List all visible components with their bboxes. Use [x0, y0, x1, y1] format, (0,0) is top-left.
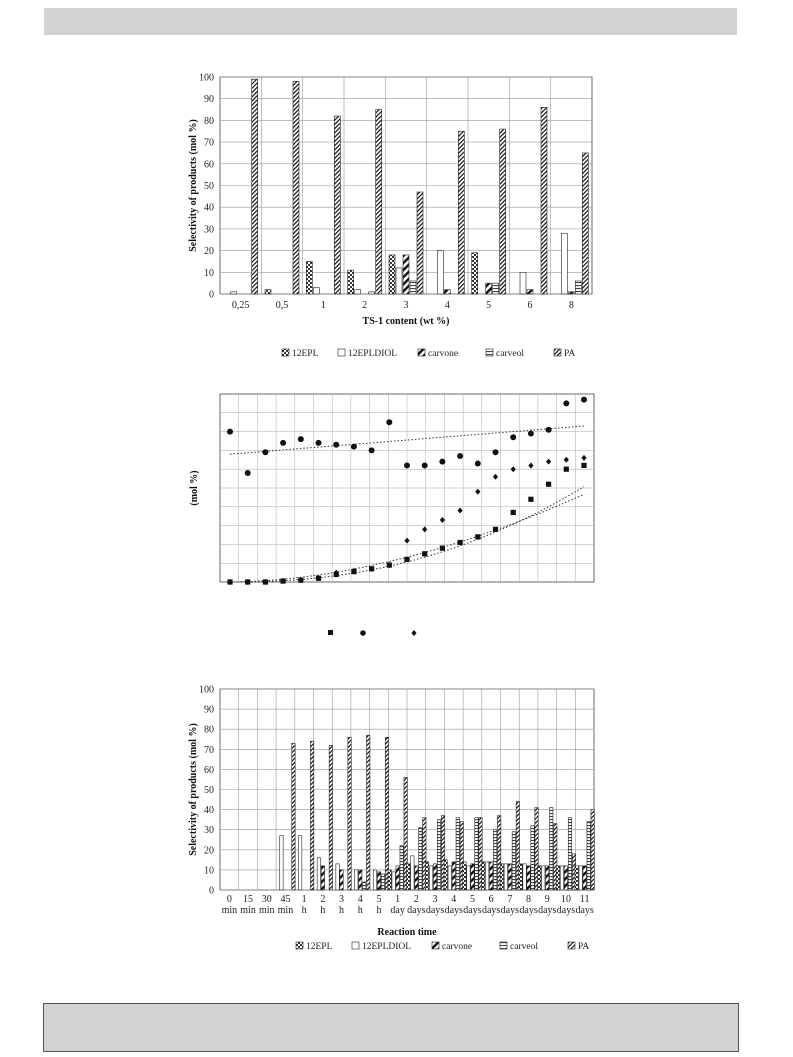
- bar-pa: [458, 131, 464, 294]
- legend-label: carvone: [428, 349, 459, 359]
- point-square: [546, 482, 551, 487]
- x-tick-unit: h: [301, 905, 307, 916]
- chart-ts1-content: [188, 73, 592, 360]
- x-tick-unit: days: [407, 905, 426, 916]
- legend-square: [328, 630, 333, 635]
- x-tick-label: 1: [301, 894, 307, 905]
- x-tick-label: 6: [488, 894, 494, 905]
- x-tick-unit: days: [556, 905, 576, 916]
- legend-label: PA: [564, 349, 576, 359]
- y-tick-label: 20: [204, 246, 214, 258]
- bar-pa: [541, 107, 547, 294]
- bar-pa: [417, 192, 423, 294]
- bar-pa: [293, 81, 299, 294]
- y-tick-label: 70: [204, 744, 214, 756]
- y-tick-label: 80: [204, 115, 214, 127]
- y-axis-title: Selectivity of products (mol %): [188, 723, 199, 856]
- y-tick-label: 10: [204, 267, 214, 279]
- bar-pa: [292, 743, 295, 890]
- legend-label: carveol: [496, 349, 524, 359]
- bar-pa: [591, 810, 594, 890]
- bar-12epldiol: [561, 233, 567, 294]
- bar-12epldiol: [355, 870, 358, 890]
- legend-circle: [360, 630, 366, 636]
- x-tick-label: 0: [226, 894, 232, 905]
- bar-carvone: [471, 864, 474, 890]
- x-tick-label: 2: [413, 894, 419, 905]
- point-circle: [422, 462, 428, 468]
- bar-12epldiol: [467, 866, 470, 890]
- bar-carveol: [575, 281, 581, 294]
- bar-carvone: [377, 872, 380, 890]
- bar-carveol: [493, 283, 499, 294]
- bar-12epldiol: [504, 864, 507, 890]
- bottom-banner: [43, 1003, 739, 1052]
- bar-carveol: [456, 818, 459, 890]
- point-circle: [457, 453, 463, 459]
- bar-12epldiol: [317, 858, 320, 890]
- legend-swatch: [282, 349, 289, 356]
- x-tick-label: 4: [451, 894, 457, 905]
- point-square: [528, 497, 533, 502]
- x-tick-unit: h: [376, 905, 382, 916]
- bar-carveol: [400, 846, 403, 890]
- bar-12epl: [306, 261, 312, 294]
- x-tick-unit: days: [444, 905, 463, 916]
- x-tick-label: 8: [568, 300, 574, 311]
- bar-12epl: [500, 864, 503, 890]
- x-tick-unit: days: [575, 905, 594, 916]
- x-tick-unit: min: [277, 905, 294, 916]
- bar-12epldiol: [437, 251, 443, 294]
- x-tick-label: 5: [376, 894, 382, 905]
- point-square: [458, 540, 463, 545]
- bar-pa: [329, 745, 332, 890]
- x-tick-label: 7: [507, 894, 513, 905]
- legend-swatch: [500, 942, 507, 949]
- bar-12epl: [472, 253, 478, 294]
- y-tick-label: 30: [204, 224, 214, 236]
- legend-swatch: [486, 349, 493, 356]
- x-tick-label: 45: [280, 894, 291, 905]
- y-tick-label: 60: [204, 159, 214, 171]
- bar-12epldiol: [298, 836, 301, 890]
- point-square: [404, 557, 409, 562]
- bar-carvone: [444, 290, 450, 294]
- bar-12epl: [407, 864, 410, 890]
- bar-pa: [310, 741, 313, 890]
- bar-pa: [376, 110, 382, 294]
- bar-12epl: [575, 866, 578, 890]
- y-axis-title: Selectivity of products (mol %): [188, 119, 199, 252]
- x-tick-label: 3: [432, 894, 438, 905]
- x-tick-unit: days: [463, 905, 482, 916]
- bar-carvone: [452, 862, 455, 890]
- y-tick-label: 100: [199, 72, 214, 84]
- bar-carveol: [512, 832, 515, 890]
- bar-12epl: [481, 862, 484, 890]
- point-circle: [563, 400, 569, 406]
- x-tick-unit: days: [538, 905, 557, 916]
- legend-label: carveol: [510, 942, 538, 952]
- x-axis-title: TS-1 content (wt %): [362, 316, 450, 327]
- bar-carveol: [550, 808, 553, 890]
- bar-carvone: [433, 864, 436, 890]
- point-square: [564, 467, 569, 472]
- x-tick-label: 3: [339, 894, 345, 905]
- x-tick-label: 5: [486, 300, 492, 311]
- x-tick-unit: day: [390, 905, 405, 916]
- point-square: [581, 463, 586, 468]
- x-tick-label: 1: [320, 300, 326, 311]
- bar-carvone: [486, 283, 492, 294]
- legend-label: PA: [578, 942, 590, 952]
- point-circle: [546, 427, 552, 433]
- bar-12epldiol: [520, 272, 526, 294]
- x-tick-label: 2: [362, 300, 368, 311]
- point-circle: [386, 419, 392, 425]
- legend-label: 12EPL: [292, 349, 319, 359]
- legend-swatch: [432, 942, 439, 949]
- x-tick-label: 11: [579, 894, 590, 905]
- point-circle: [369, 447, 375, 453]
- bar-pa: [367, 735, 370, 890]
- bar-12epl: [538, 866, 541, 890]
- x-tick-unit: min: [240, 905, 256, 916]
- point-circle: [528, 430, 534, 436]
- x-tick-label: 1: [395, 894, 401, 905]
- bar-carveol: [363, 882, 366, 890]
- legend-diamond: [411, 630, 416, 636]
- bar-12epldiol: [280, 836, 283, 890]
- bar-12epl: [348, 270, 354, 294]
- bar-12epldiol: [542, 866, 545, 890]
- bar-pa: [385, 737, 388, 890]
- point-circle: [475, 461, 481, 467]
- point-circle: [493, 449, 499, 455]
- bar-carveol: [493, 830, 496, 890]
- x-tick-unit: days: [519, 905, 538, 916]
- bar-carveol: [531, 826, 534, 890]
- bar-12epl: [519, 864, 522, 890]
- bar-pa: [252, 79, 258, 294]
- x-tick-label: 30: [261, 894, 272, 905]
- y-tick-label: 60: [204, 764, 214, 776]
- y-tick-label: 80: [204, 724, 214, 736]
- bar-pa: [348, 737, 351, 890]
- bar-12epl: [444, 860, 447, 890]
- bar-carvone: [508, 864, 511, 890]
- y-tick-label: 50: [204, 181, 214, 192]
- point-circle: [439, 459, 445, 465]
- bar-12epl: [425, 862, 428, 890]
- x-tick-label: 4: [357, 894, 363, 905]
- point-square: [440, 546, 445, 551]
- y-tick-label: 70: [204, 137, 214, 149]
- bar-carveol: [587, 822, 590, 890]
- x-tick-unit: h: [339, 905, 345, 916]
- bar-carveol: [437, 820, 440, 890]
- legend-swatch: [338, 349, 345, 356]
- y-tick-label: 40: [204, 805, 214, 817]
- bar-12epldiol: [523, 864, 526, 890]
- point-circle: [581, 397, 587, 403]
- bar-carvone: [568, 292, 574, 294]
- point-circle: [351, 444, 357, 450]
- bar-12epldiol: [313, 287, 319, 294]
- bar-12epl: [265, 290, 271, 294]
- x-tick-label: 0,25: [231, 300, 250, 311]
- point-circle: [510, 434, 516, 440]
- point-square: [475, 534, 480, 539]
- bar-12epldiol: [355, 290, 361, 294]
- bar-carvone: [489, 862, 492, 890]
- bar-carveol: [381, 874, 384, 890]
- point-circle: [298, 436, 304, 442]
- x-tick-label: 8: [526, 894, 532, 905]
- x-tick-unit: min: [258, 905, 275, 916]
- bar-12epl: [388, 870, 391, 890]
- bar-12epldiol: [411, 856, 414, 890]
- bar-carvone: [321, 866, 324, 890]
- legend-swatch: [554, 349, 561, 356]
- x-tick-unit: days: [481, 905, 501, 916]
- x-tick-unit: h: [357, 905, 363, 916]
- bar-carvone: [564, 866, 567, 890]
- point-circle: [262, 449, 268, 455]
- point-square: [422, 551, 427, 556]
- bar-carvone: [396, 866, 399, 890]
- bar-pa: [334, 116, 340, 294]
- x-tick-label: 9: [544, 894, 550, 905]
- y-tick-label: 10: [204, 865, 214, 877]
- x-tick-unit: min: [221, 905, 238, 916]
- bar-12epldiol: [392, 872, 395, 890]
- bar-12epldiol: [579, 866, 582, 890]
- y-tick-label: 90: [204, 704, 214, 716]
- bar-12epl: [556, 866, 559, 890]
- x-axis-title: Reaction time: [377, 927, 437, 938]
- y-tick-label: 100: [199, 684, 214, 696]
- y-tick-label: 40: [204, 202, 214, 214]
- chart-scatter-trend: [189, 394, 594, 636]
- y-axis-title: (mol %): [189, 470, 200, 506]
- x-tick-unit: h: [320, 905, 326, 916]
- bar-12epldiol: [560, 866, 563, 890]
- bar-12epl: [463, 862, 466, 890]
- y-tick-label: 0: [209, 885, 214, 897]
- bar-12epldiol: [448, 866, 451, 890]
- y-tick-label: 50: [204, 785, 214, 796]
- x-tick-unit: days: [425, 905, 445, 916]
- bar-carveol: [419, 828, 422, 890]
- point-circle: [404, 462, 410, 468]
- bar-12epl: [389, 255, 395, 294]
- bar-carvone: [415, 866, 418, 890]
- legend-label: 12EPLDIOL: [348, 349, 398, 359]
- bar-carveol: [369, 292, 375, 294]
- bar-12epldiol: [485, 862, 488, 890]
- bar-carvone: [359, 870, 362, 890]
- x-tick-label: 6: [527, 300, 533, 311]
- chart-reaction-time: [188, 685, 594, 953]
- x-tick-label: 3: [403, 300, 409, 311]
- bar-carvone: [340, 870, 343, 890]
- bar-12epldiol: [336, 864, 339, 890]
- x-tick-unit: days: [500, 905, 520, 916]
- x-tick-label: 2: [320, 894, 326, 905]
- point-square: [493, 527, 498, 532]
- point-square: [511, 510, 516, 515]
- x-tick-label: 15: [243, 894, 254, 905]
- bar-carvone: [527, 866, 530, 890]
- x-tick-label: 10: [560, 894, 571, 905]
- x-tick-label: 0,5: [275, 300, 289, 311]
- x-tick-label: 4: [444, 300, 450, 311]
- bar-12epldiol: [429, 866, 432, 890]
- bar-12epldiol: [231, 292, 237, 294]
- bar-12epldiol: [396, 268, 402, 294]
- x-tick-label: 5: [469, 894, 475, 905]
- point-circle: [245, 470, 251, 476]
- legend-swatch: [296, 942, 303, 949]
- y-tick-label: 90: [204, 94, 214, 106]
- point-circle: [333, 442, 339, 448]
- point-circle: [227, 429, 233, 435]
- bar-pa: [500, 129, 506, 294]
- bar-carveol: [475, 818, 478, 890]
- bar-pa: [582, 153, 588, 294]
- y-tick-label: 20: [204, 845, 214, 857]
- legend-swatch: [418, 349, 425, 356]
- legend-label: carvone: [442, 942, 473, 952]
- bar-carvone: [546, 866, 549, 890]
- legend-swatch: [352, 942, 359, 949]
- bar-carvone: [527, 290, 533, 294]
- bar-12epldiol: [373, 870, 376, 890]
- legend-label: 12EPL: [306, 942, 333, 952]
- legend-swatch: [568, 942, 575, 949]
- bar-carvone: [583, 866, 586, 890]
- point-circle: [280, 440, 286, 446]
- legend-label: 12EPLDIOL: [362, 942, 412, 952]
- y-tick-label: 0: [209, 289, 214, 301]
- point-circle: [316, 440, 322, 446]
- bar-carveol: [410, 281, 416, 294]
- bar-carveol: [568, 818, 571, 890]
- y-tick-label: 30: [204, 825, 214, 837]
- bar-carvone: [403, 255, 409, 294]
